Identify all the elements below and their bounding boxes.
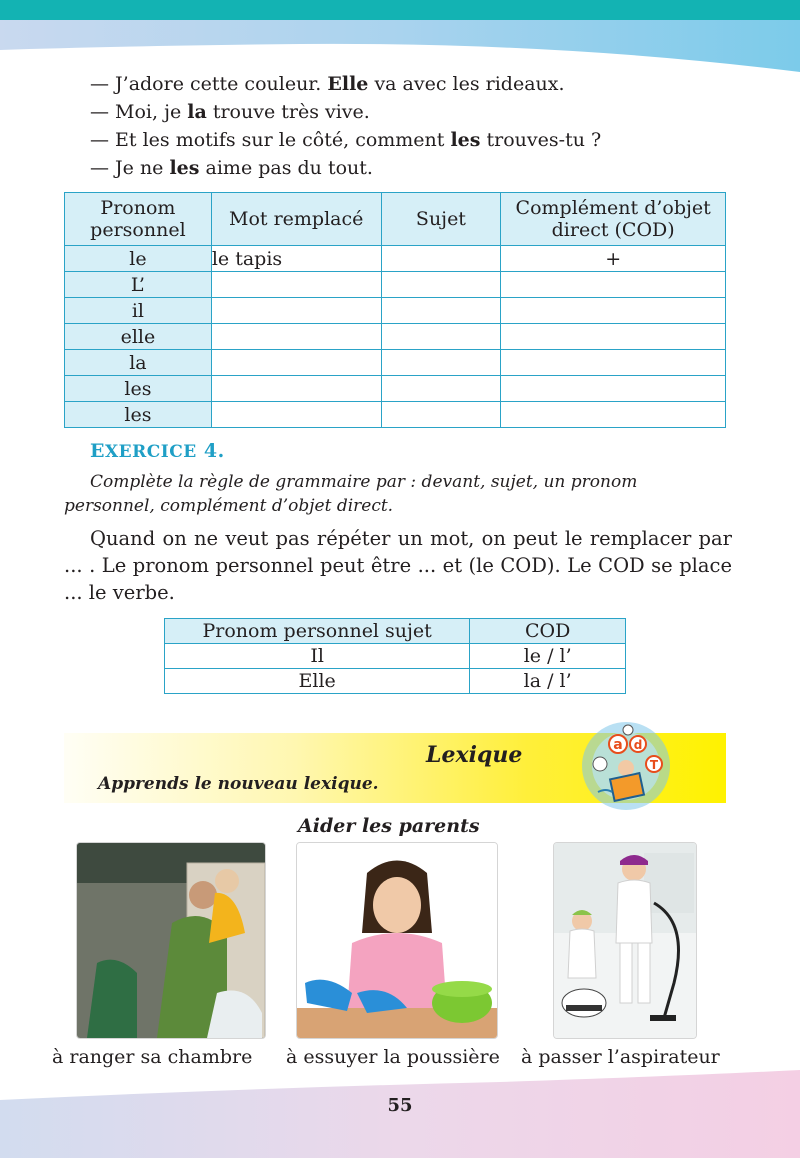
table-row — [65, 272, 726, 298]
cell-mot — [211, 376, 381, 402]
table-row — [65, 324, 726, 350]
table-header-row — [65, 193, 726, 246]
cell-sujet — [381, 350, 501, 376]
cell-pronom: il — [65, 298, 212, 324]
photo-girl-cleaning — [296, 842, 498, 1039]
table-row — [65, 376, 726, 402]
cell-mot — [211, 298, 381, 324]
cell-cod — [501, 298, 726, 324]
header-pronom-sujet: Pronom personnel sujet — [165, 619, 470, 644]
pronoun-table — [64, 192, 726, 428]
dialogue-line: — J’adore cette couleur. Elle va avec les rideaux. — [90, 73, 565, 95]
cell-pronom: les — [65, 376, 212, 402]
dialogue-line: — Moi, je la trouve très vive. — [90, 101, 370, 123]
exercise-instruction: Complète la règle de grammaire par : devant, sujet, un pronom personnel, complément d’objet direct. — [64, 472, 638, 516]
cell-cod — [501, 272, 726, 298]
exercise-title: EXERCICE 4. — [90, 440, 225, 462]
grammar-rule-paragraph: Quand on ne veut pas répéter un mot, on peut le remplacer par ... . Le pronom personnel peut être ... et (le COD). Le COD se place ... le verbe. — [64, 527, 732, 604]
table-row — [65, 402, 726, 428]
table-row — [165, 669, 626, 694]
cell-cod: la / l’ — [470, 669, 626, 694]
header-sujet: Sujet — [381, 193, 501, 246]
cell-sujet — [381, 376, 501, 402]
table-row — [165, 644, 626, 669]
table-row — [65, 246, 726, 272]
cell-pronom: la — [65, 350, 212, 376]
svg-text:a: a — [613, 737, 623, 753]
caption-aspirateur: à passer l’aspirateur — [521, 1046, 720, 1068]
cell-sujet — [381, 402, 501, 428]
aider-title: Aider les parents — [298, 815, 480, 837]
header-pronom: Pronom personnel — [65, 193, 212, 246]
cell-cod — [501, 324, 726, 350]
cell-cod: + — [501, 246, 726, 272]
dialogue-line: — Je ne les aime pas du tout. — [90, 157, 373, 179]
dialogue — [90, 70, 601, 182]
lexique-subtitle: Apprends le nouveau lexique. — [98, 774, 379, 794]
caption-essuyer: à essuyer la poussière — [286, 1046, 500, 1068]
cell-sujet — [381, 324, 501, 350]
cell-pronom: elle — [65, 324, 212, 350]
cell-mot — [211, 402, 381, 428]
cell-cod — [501, 376, 726, 402]
page-number: 55 — [387, 1095, 413, 1116]
cell-sujet — [381, 272, 501, 298]
table-row — [65, 298, 726, 324]
cell-pronom: les — [65, 402, 212, 428]
cell-mot: le tapis — [211, 246, 381, 272]
header-cod: COD — [470, 619, 626, 644]
svg-text:T: T — [649, 758, 659, 772]
cell-cod — [501, 402, 726, 428]
cell-cod — [501, 350, 726, 376]
alphabet-reader-icon — [578, 718, 674, 814]
cell-pronom: L’ — [65, 272, 212, 298]
photo-father-daughter — [76, 842, 266, 1039]
table-row — [65, 350, 726, 376]
cell-mot — [211, 350, 381, 376]
cell-pronom: le — [65, 246, 212, 272]
caption-ranger: à ranger sa chambre — [52, 1046, 253, 1068]
cell-cod: le / l’ — [470, 644, 626, 669]
cell-mot — [211, 272, 381, 298]
top-decorative-band — [0, 0, 800, 80]
cell-mot — [211, 324, 381, 350]
cell-sujet — [381, 246, 501, 272]
svg-text:d: d — [633, 738, 643, 752]
cell-sujet — [381, 298, 501, 324]
cell-sujet: Il — [165, 644, 470, 669]
header-cod: Complément d’objet direct (COD) — [501, 193, 726, 246]
cell-sujet: Elle — [165, 669, 470, 694]
lexique-title: Lexique — [426, 742, 523, 768]
header-mot: Mot remplacé — [211, 193, 381, 246]
table-header-row — [165, 619, 626, 644]
cod-table — [164, 618, 626, 694]
dialogue-line: — Et les motifs sur le côté, comment les trouves-tu ? — [90, 129, 602, 151]
photo-kids-vacuum — [553, 842, 697, 1039]
